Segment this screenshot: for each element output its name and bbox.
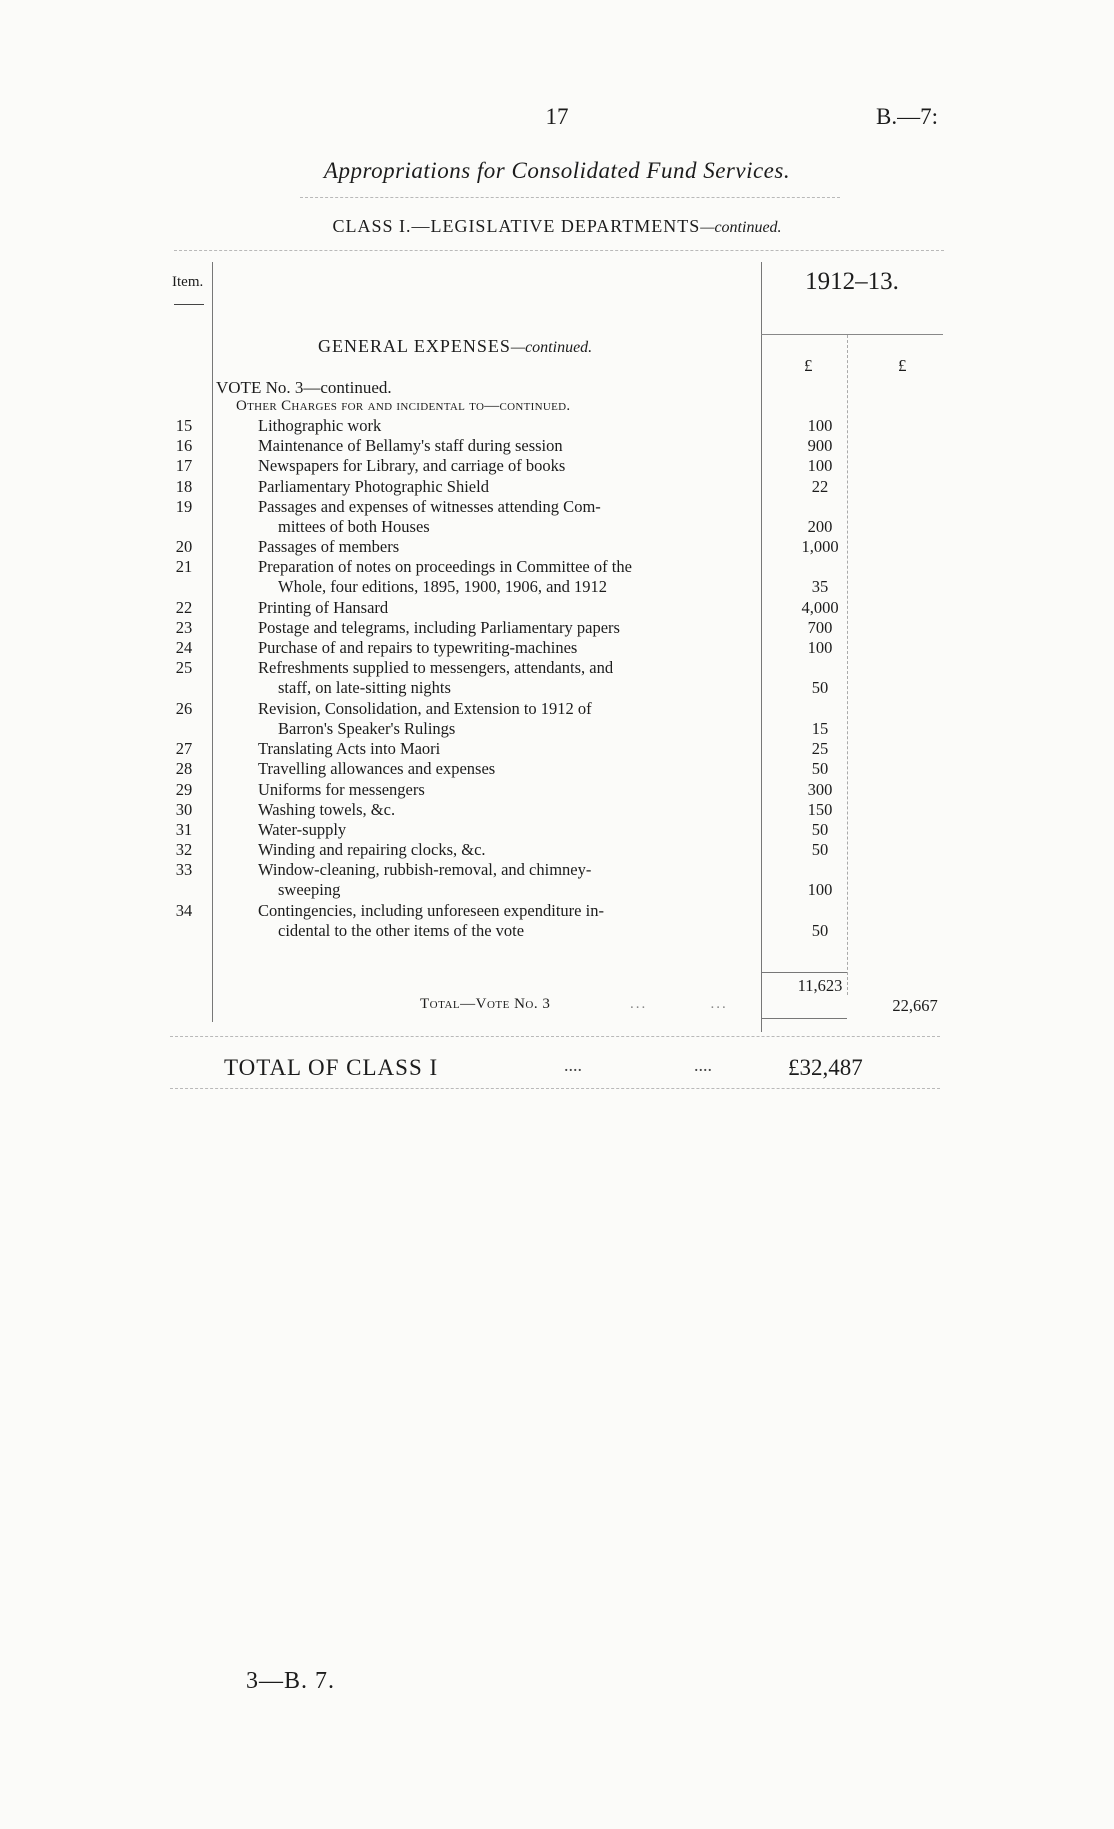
item-number: 18 [175,476,193,496]
class-total-bottom-rule [170,1088,940,1089]
item-description-continued: cidental to the other items of the vote [278,920,525,940]
item-amount: 150 [807,799,833,819]
item-number: 15 [175,416,193,435]
item-amount: 100 [807,416,833,435]
item-description: Passages of members [258,537,400,557]
item-description: Contingencies, including unforeseen expenditure in- [258,900,604,920]
class-heading: CLASS I.—LEGISLATIVE DEPARTMENTS—continued. [332,216,782,236]
item-number: 27 [175,739,193,759]
vote-heading: VOTE No. 3—continued. [216,378,392,397]
item-number: 33 [175,860,193,880]
item-number: 25 [175,658,193,678]
item-description-continued: Whole, four editions, 1895, 1900, 1906, and 1912 [278,577,608,597]
item-description: Preparation of notes on proceedings in Committee of the [258,557,632,577]
amount-column-divider [761,262,762,1032]
year-under-rule [761,334,943,335]
item-amount: 1,000 [801,537,839,557]
item-amount: 25 [811,739,829,759]
item-column-divider [212,262,213,1022]
item-description: Winding and repairing clocks, &c. [258,840,486,860]
item-amount: 4,000 [801,597,839,617]
item-number: 34 [175,900,193,920]
item-amount: 50 [811,759,829,779]
item-description: Parliamentary Photographic Shield [258,476,489,496]
class-total-dots: .... [564,1055,582,1075]
item-description-continued: staff, on late-sitting nights [278,678,451,698]
item-description-continued: mittees of both Houses [278,516,430,536]
item-number: 23 [175,618,193,637]
item-description: Travelling allowances and expenses [258,759,496,779]
currency-right: £ [898,356,907,375]
item-number: 16 [175,436,193,456]
item-number: 32 [175,840,193,860]
class-total-top-rule [170,1036,940,1037]
total-vote-label: Total—Vote No. 3 [420,996,551,1012]
item-header-underline [174,304,204,305]
item-amount: 50 [811,840,829,860]
currency-left: £ [804,356,813,375]
item-description: Printing of Hansard [258,597,389,617]
item-description-continued: sweeping [278,880,341,900]
item-description: Refreshments supplied to messengers, attendants, and [258,658,614,678]
subheading: Other Charges for and incidental to—continued. [236,398,571,414]
class-total-label: TOTAL OF CLASS I [224,1055,439,1080]
item-amount: 50 [811,678,829,698]
item-amount: 50 [811,820,829,839]
item-description-continued: Barron's Speaker's Rulings [278,718,456,738]
subtotal-rule [761,972,847,973]
item-description: Newspapers for Library, and carriage of books [258,456,566,476]
item-description: Maintenance of Bellamy's staff during session [258,436,563,456]
item-amount: 200 [807,516,833,536]
item-amount: 50 [811,920,829,940]
table-top-rule [174,250,944,251]
item-amount: 300 [807,779,833,799]
year-column-header: 1912–13. [805,268,899,295]
item-description: Purchase of and repairs to typewriting-machines [258,638,578,658]
item-description: Lithographic work [258,416,382,435]
item-number: 24 [175,638,193,658]
item-number: 20 [175,537,193,557]
item-description: Washing towels, &c. [258,799,396,819]
class-total-dots: .... [694,1055,712,1075]
section-heading: GENERAL EXPENSES—continued. [318,336,593,356]
item-number: 26 [175,698,193,718]
item-number: 29 [175,779,193,799]
item-amount: 15 [811,718,829,738]
item-description: Passages and expenses of witnesses attending Com- [258,496,601,516]
item-amount: 100 [807,880,833,900]
item-number: 17 [175,456,193,476]
footer-signature: 3—B. 7. [246,1668,336,1694]
item-amount: 100 [807,638,833,658]
item-amount: 22 [811,476,829,496]
item-number: 31 [175,820,193,839]
subtotal-amount: 11,623 [797,976,843,995]
total-vote-dots: ... ... [630,996,728,1012]
document-reference: B.—7: [876,104,938,129]
page-title: Appropriations for Consolidated Fund Services. [323,158,791,183]
item-amount: 900 [807,436,833,456]
total-vote-amount: 22,667 [892,996,938,1015]
item-number: 19 [175,496,193,516]
item-number: 28 [175,759,193,779]
page-number: 17 [545,104,569,129]
item-number: 22 [175,597,193,617]
item-number: 21 [175,557,193,577]
subtotal-under-rule [761,1018,847,1019]
item-description: Water-supply [258,820,347,839]
item-number: 30 [175,799,193,819]
item-amount: 35 [811,577,829,597]
item-description: Translating Acts into Maori [258,739,441,759]
item-description: Window-cleaning, rubbish-removal, and chimney- [258,860,592,880]
item-amount: 100 [807,456,833,476]
title-rule [300,197,840,198]
class-total-amount: £32,487 [788,1055,863,1080]
item-column-header: Item. [172,274,204,290]
item-description: Revision, Consolidation, and Extension to 1912 of [258,698,592,718]
item-description: Postage and telegrams, including Parliamentary papers [258,618,620,637]
item-amount: 700 [807,618,833,637]
item-description: Uniforms for messengers [258,779,425,799]
